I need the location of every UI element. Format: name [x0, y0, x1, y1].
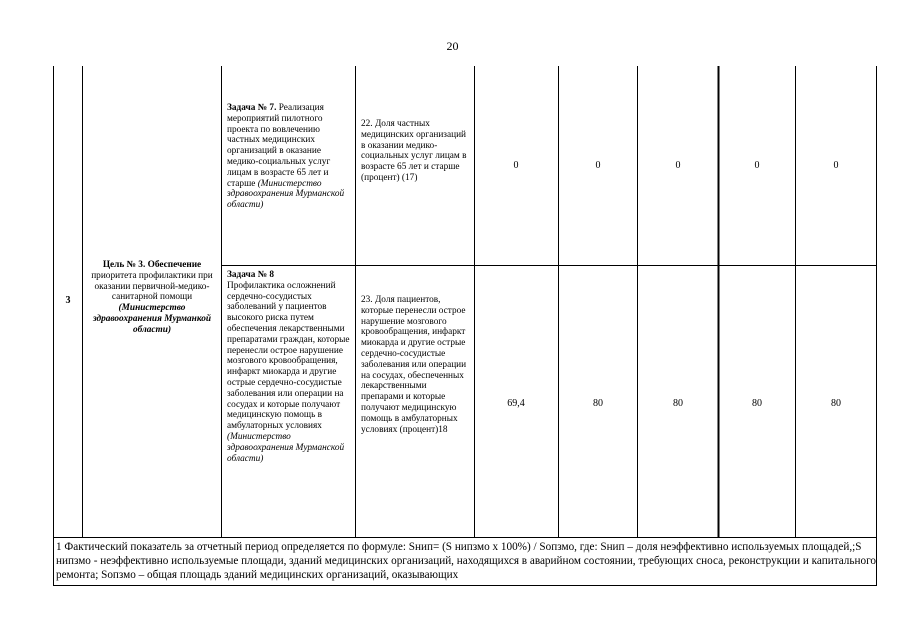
task-7-value-1: 0: [513, 160, 519, 171]
footnote: 1 Фактический показатель за отчетный период определяется по формуле: Sнип= (S нипзмо х 100%) / Sопзмо, где: Sнип – доля неэффективно используемых площадей,;S нипзмо - неэффективно используемые площади, зданий медицинских организаций, находящихся в аварийном состоянии, требующих сноса, реконструкции и капитального ремонта; Sопзмо – общая площадь зданий медицинских организаций, оказывающих: [56, 541, 876, 581]
task-7-title: Задача № 7.: [227, 103, 277, 113]
goal-org: (Министерство здравоохранения Мурманкой области): [92, 303, 212, 335]
goal-title: Цель № 3. Обеспечение: [102, 260, 202, 270]
task-8-value-4: 80: [752, 398, 762, 409]
goal-cell: [86, 260, 218, 336]
task-8-value-2: 80: [593, 398, 603, 409]
task-7-value-2: 0: [595, 160, 601, 171]
task-7-text: Реализация мероприятий пилотного проекта по вовлечению частных медицинских организаций в оказание медико-социальных услуг лицам в возрасте 65 лет и старше: [227, 103, 331, 189]
page-number: 20: [446, 39, 459, 53]
indicator-22: 22. Доля частных медицинских организаций в оказании медико-социальных услуг лицам в возрасте 65 лет и старше (процент) (17): [361, 119, 467, 183]
task-8-text: Профилактика осложнений сердечно-сосудистых заболеваний у пациентов высокого риска путем обеспечения лекарственными препаратами граждан, которые перенесли острое нарушение мозгового кровообращения, инфаркт миокарда и другие острые сердечно-сосудистые заболевания или операции на сосудах и которые получают медицинскую помощь в амбулаторных условиях: [227, 280, 350, 432]
indicator-23: 23. Доля пациентов, которые перенесли острое нарушение мозгового кровообращения, инфаркт миокарда и другие острые сердечно-сосудистые заболевания или операции на сосудах, обеспеченных лекарственными препарами и которые получают медицинскую помощь в амбулаторных условиях (процент)18: [361, 295, 467, 435]
task-8-org: (Министерство здравоохранения Мурманской области): [227, 431, 345, 464]
task-7-value-5: 0: [833, 160, 839, 171]
task-8-value-3: 80: [673, 398, 683, 409]
task-8-value-1: 69,4: [507, 398, 525, 409]
task-8-cell: [227, 270, 351, 464]
task-8-value-5: 80: [831, 398, 841, 409]
task-8-title: Задача № 8: [227, 270, 275, 280]
task-7-org: (Министерство здравоохранения Мурманской области): [227, 178, 345, 211]
task-7-value-3: 0: [675, 160, 681, 171]
goal-text: приоритета профилактики при оказании первичной-медико-санитарной помощи: [91, 270, 213, 303]
row-index: 3: [65, 295, 71, 306]
task-7-cell: [227, 103, 351, 211]
task-7-value-4: 0: [754, 160, 760, 171]
